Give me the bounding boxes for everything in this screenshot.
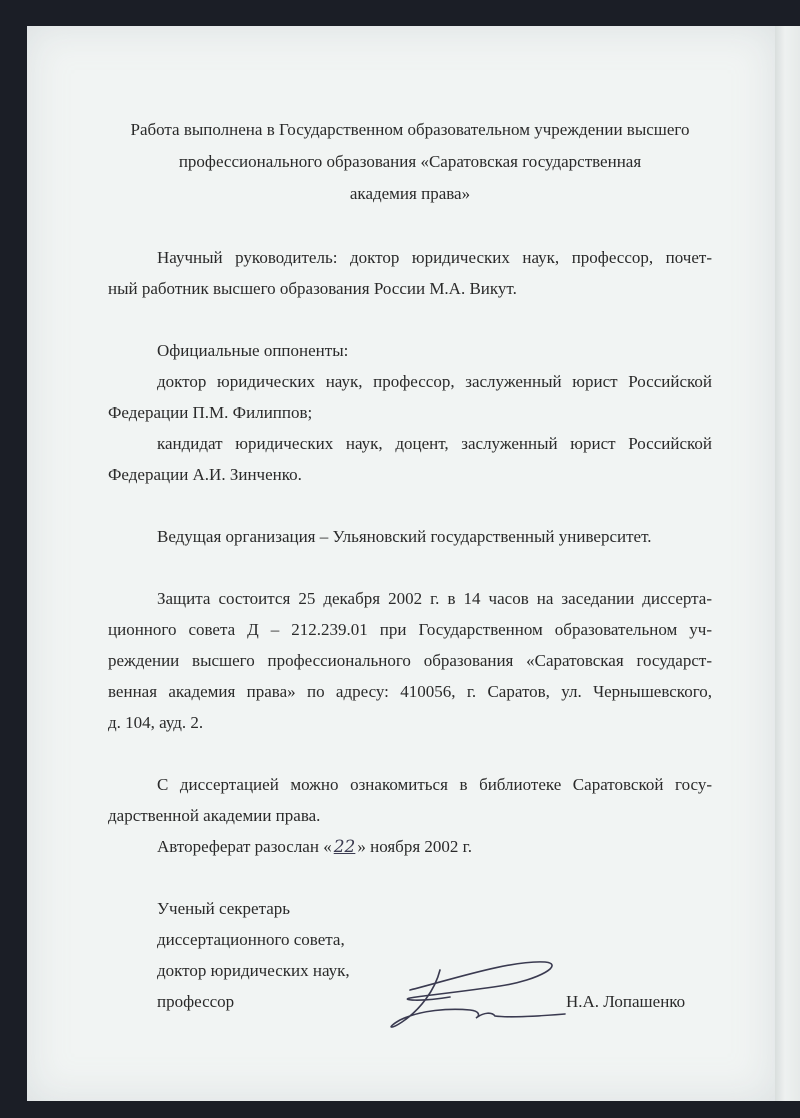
handwritten-signature xyxy=(380,950,570,1040)
header-line-3: академия права» xyxy=(349,184,471,203)
opponent-1-line-1: доктор юридических наук, профессор, заслуженный юрист Российской xyxy=(157,372,712,391)
defense-line-5: д. 104, ауд. 2. xyxy=(108,713,204,732)
opponents-title: Официальные оппоненты: xyxy=(157,341,349,360)
defense-line-3: реждении высшего профессионального образования «Саратовская государст- xyxy=(108,651,712,670)
dispatch-suffix: » ноября 2002 г. xyxy=(357,837,472,856)
defense-line-2: ционного совета Д – 212.239.01 при Государственном образовательном уч- xyxy=(108,620,712,639)
secretary-line-2: диссертационного совета, xyxy=(157,930,345,949)
opponent-2-line-2: Федерации А.И. Зинченко. xyxy=(108,465,302,484)
supervisor-line-1: Научный руководитель: доктор юридических наук, профессор, почет- xyxy=(157,248,712,267)
secretary-line-1: Ученый секретарь xyxy=(157,899,291,918)
secretary-line-3: доктор юридических наук, xyxy=(157,961,350,980)
secretary-line-4: профессор xyxy=(157,992,235,1011)
defense-line-4: венная академия права» по адресу: 410056, г. Саратов, ул. Чернышевского, xyxy=(108,682,712,701)
supervisor-line-2: ный работник высшего образования России М.А. Викут. xyxy=(108,279,517,298)
library-line-2: дарственной академии права. xyxy=(108,806,321,825)
leading-organization: Ведущая организация – Ульяновский государственный университет. xyxy=(157,527,652,546)
opponent-2-line-1: кандидат юридических наук, доцент, заслуженный юрист Российской xyxy=(157,434,712,453)
dispatch-prefix: Автореферат разослан « xyxy=(157,837,332,856)
page-edge xyxy=(775,26,800,1101)
defense-line-1: Защита состоится 25 декабря 2002 г. в 14 часов на заседании диссерта- xyxy=(157,589,712,608)
library-line-1: С диссертацией можно ознакомиться в библиотеке Саратовской госу- xyxy=(157,775,712,794)
header-line-1: Работа выполнена в Государственном образовательном учреждении высшего xyxy=(130,120,690,139)
dispatch-day-handwritten: 22 xyxy=(333,837,356,857)
header-line-2: профессионального образования «Саратовская государственная xyxy=(178,152,642,171)
secretary-name: Н.А. Лопашенко xyxy=(566,992,686,1011)
dispatch-line xyxy=(157,837,472,857)
opponent-1-line-2: Федерации П.М. Филиппов; xyxy=(108,403,313,422)
